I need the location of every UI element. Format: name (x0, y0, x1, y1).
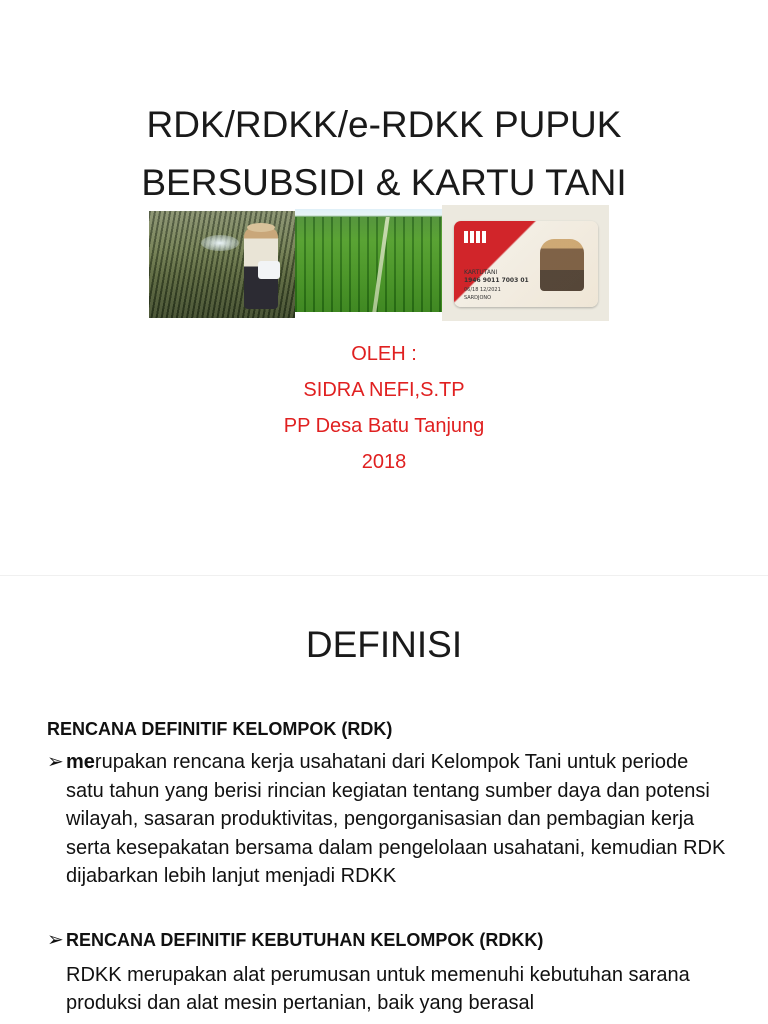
author-line-2: SIDRA NEFI,S.TP (303, 379, 465, 401)
rdk-subheading: RENCANA DEFINITIF KELOMPOK (RDK) (47, 719, 393, 739)
author-block (180, 336, 588, 480)
author-line-1: OLEH : (351, 343, 417, 365)
arrow-bullet-icon: ➢ (47, 751, 64, 773)
slide-heading: DEFINISI (305, 624, 463, 665)
title-line-2: BERSUBSIDI & KARTU TANI (141, 162, 627, 203)
card-holder: SARDJONO (464, 295, 492, 301)
card-valid: 06/18 12/2021 (464, 287, 501, 293)
author-line-3: PP Desa Batu Tanjung (283, 415, 485, 437)
slide-title (60, 96, 708, 212)
rdkk-text: RDKK merupakan alat perumusan untuk memenuhi kebutuhan sarana produksi dan alat mesin pertanian, baik yang berasal (66, 963, 690, 1014)
author-line-4: 2018 (361, 451, 407, 473)
title-line-1: RDK/RDKK/e-RDKK PUPUK (146, 104, 622, 145)
bullet-rdk-definition (47, 748, 731, 891)
card-brand: KARTUTANI (464, 269, 498, 276)
bullet-rdkk-definition (47, 926, 731, 1018)
bank-logo-icon (464, 231, 486, 243)
slide-2 (0, 576, 768, 1024)
kartu-tani-card-image (442, 205, 609, 321)
rdkk-heading: RENCANA DEFINITIF KEBUTUHAN KELOMPOK (RDKK) (66, 930, 544, 950)
bullet-lead: me (66, 751, 95, 773)
bullet-text: rupakan rencana kerja usahatani dari Kelompok Tani untuk periode satu tahun yang berisi rincian kegiatan tentang sumber daya dan potensi wilayah, sasaran produktivitas, pengorganisasian dan pembagian kerja serta kesepakatan bersama dalam pengelolaan usahatani, kemudian RDK dijabarkan lebih lanjut menjadi RDKK (66, 751, 726, 887)
farmers-illustration (540, 239, 584, 291)
rice-field-image (295, 209, 442, 312)
farmer-spreading-fertilizer-image (149, 211, 295, 318)
card-number: 1946 9011 7003 01 (464, 277, 529, 284)
arrow-bullet-icon: ➢ (47, 929, 64, 951)
